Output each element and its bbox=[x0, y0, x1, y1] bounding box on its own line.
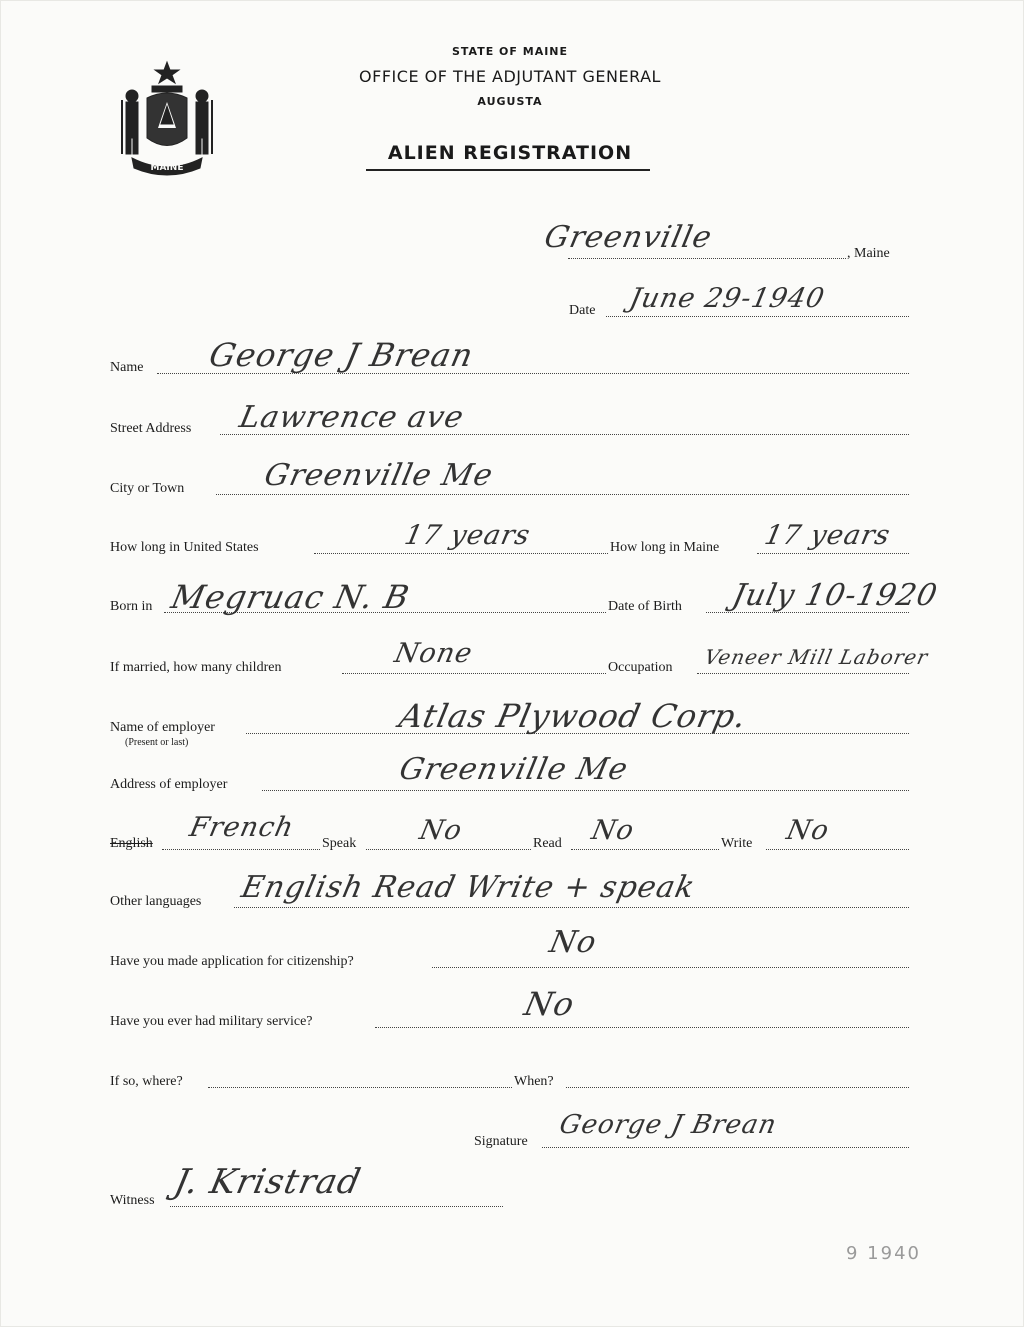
svg-text:MAINE: MAINE bbox=[150, 163, 184, 173]
children-value: None bbox=[391, 638, 476, 669]
citizenship-value: No bbox=[546, 925, 601, 960]
citizenship-line bbox=[432, 967, 909, 968]
state-heading: STATE OF MAINE bbox=[451, 45, 569, 58]
signature-line bbox=[542, 1147, 909, 1148]
street-value: Lawrence ave bbox=[236, 400, 468, 435]
dob-label: Date of Birth bbox=[608, 599, 682, 614]
read-label: Read bbox=[533, 836, 562, 851]
other-languages-line bbox=[234, 907, 909, 908]
witness-value: J. Kristrad bbox=[170, 1162, 365, 1202]
city-line bbox=[216, 494, 909, 495]
name-value: George J Brean bbox=[205, 336, 478, 374]
military-line bbox=[375, 1027, 909, 1028]
name-label: Name bbox=[110, 360, 144, 375]
citizenship-label: Have you made application for citizenship? bbox=[110, 954, 354, 969]
office-heading: OFFICE OF THE ADJUTANT GENERAL bbox=[359, 67, 661, 86]
signature-label: Signature bbox=[474, 1134, 528, 1149]
maine-duration-label: How long in Maine bbox=[610, 540, 720, 555]
street-label: Street Address bbox=[110, 421, 192, 436]
employer-address-line bbox=[262, 790, 909, 791]
write-line bbox=[766, 849, 909, 850]
speak-line bbox=[366, 849, 531, 850]
city-value: Greenville Me bbox=[261, 458, 497, 493]
speak-label: Speak bbox=[322, 836, 357, 851]
when-line bbox=[566, 1087, 909, 1088]
date-value: June 29-1940 bbox=[626, 283, 828, 314]
maine-duration-line bbox=[757, 553, 909, 554]
write-value: No bbox=[783, 815, 833, 846]
born-value: Megruac N. B bbox=[167, 578, 414, 616]
occupation-line bbox=[697, 673, 909, 674]
children-label: If married, how many children bbox=[110, 660, 282, 675]
military-label: Have you ever had military service? bbox=[110, 1014, 313, 1029]
where-label: If so, where? bbox=[110, 1074, 183, 1089]
date-line bbox=[606, 316, 909, 317]
witness-line bbox=[170, 1206, 503, 1207]
dob-value: July 10-1920 bbox=[729, 578, 941, 613]
received-stamp: 9 1940 bbox=[846, 1243, 921, 1264]
when-label: When? bbox=[514, 1074, 554, 1089]
place-line bbox=[568, 258, 846, 259]
us-duration-label: How long in United States bbox=[110, 540, 259, 555]
read-value: No bbox=[588, 815, 638, 846]
title-underline bbox=[366, 169, 650, 171]
maine-duration-value: 17 years bbox=[761, 520, 894, 551]
military-value: No bbox=[520, 985, 579, 1023]
read-line bbox=[571, 849, 719, 850]
english-label: English bbox=[110, 836, 153, 851]
signature-value: George J Brean bbox=[556, 1110, 780, 1140]
other-languages-label: Other languages bbox=[110, 894, 202, 909]
employer-address-value: Greenville Me bbox=[396, 752, 632, 787]
born-label: Born in bbox=[110, 599, 153, 614]
employer-sublabel: (Present or last) bbox=[125, 737, 189, 748]
date-label: Date bbox=[569, 303, 596, 318]
employer-address-label: Address of employer bbox=[110, 777, 228, 792]
english-value: French bbox=[186, 812, 297, 843]
children-line bbox=[342, 673, 606, 674]
city-heading: AUGUSTA bbox=[477, 95, 543, 108]
place-value: Greenville bbox=[541, 220, 716, 255]
occupation-value: Veneer Mill Laborer bbox=[702, 645, 931, 669]
employer-value: Atlas Plywood Corp. bbox=[395, 697, 751, 735]
us-duration-value: 17 years bbox=[401, 520, 534, 551]
speak-value: No bbox=[416, 815, 466, 846]
witness-label: Witness bbox=[110, 1193, 155, 1208]
employer-label: Name of employer bbox=[110, 720, 215, 735]
occupation-label: Occupation bbox=[608, 660, 673, 675]
write-label: Write bbox=[721, 836, 753, 851]
city-label: City or Town bbox=[110, 481, 185, 496]
place-suffix-label: , Maine bbox=[847, 246, 890, 261]
form-title: ALIEN REGISTRATION bbox=[387, 142, 633, 164]
other-languages-value: English Read Write + speak bbox=[238, 870, 699, 905]
us-duration-line bbox=[314, 553, 608, 554]
english-line bbox=[162, 849, 320, 850]
where-line bbox=[208, 1087, 512, 1088]
